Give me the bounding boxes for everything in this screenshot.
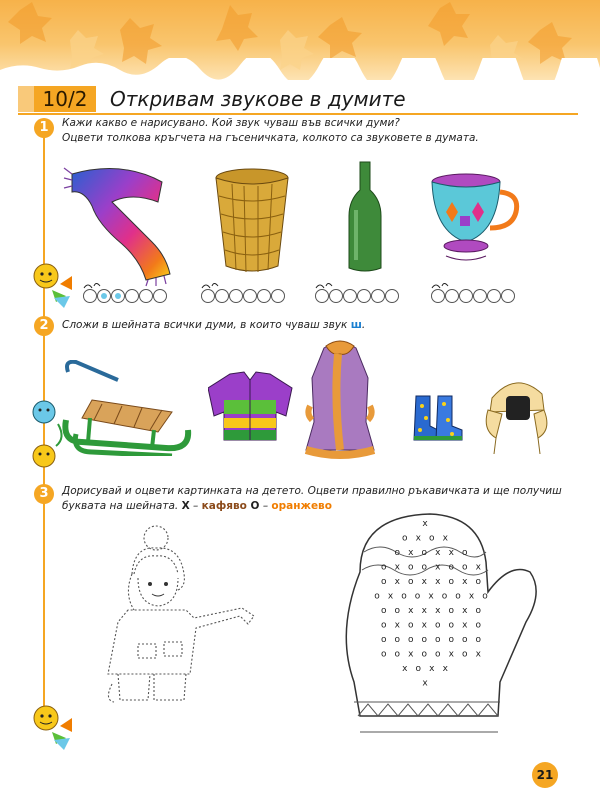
sled-picture xyxy=(62,360,194,456)
scarf-picture xyxy=(62,162,187,287)
boots-picture xyxy=(412,392,464,444)
glove-symbol-o: o xyxy=(428,533,435,544)
glove-symbol-x: x xyxy=(468,591,475,602)
glove-symbol-x: x xyxy=(462,620,468,631)
torn-paper-edge xyxy=(0,58,600,88)
glove-symbol-o: o xyxy=(394,548,401,558)
task1-line1: Кажи какво е нарисувано. Кой звук чуваш във всички думи? xyxy=(62,117,400,129)
task2-sound: ш xyxy=(350,319,362,331)
glove-symbol-o: o xyxy=(482,591,488,602)
glove-symbol-o: o xyxy=(394,606,401,616)
x-dash: – xyxy=(189,500,202,512)
glove-symbol-o: o xyxy=(414,591,421,602)
task2-instruction: Сложи в шейната всички думи, в които чуваш звук xyxy=(62,319,351,331)
glove-symbol-x: x xyxy=(435,577,441,587)
glove-symbol-x: x xyxy=(435,562,441,573)
glove-symbol-o: o xyxy=(434,649,441,660)
cup-picture xyxy=(428,172,523,262)
glove-symbol-x: x xyxy=(435,606,441,616)
caterpillar-4 xyxy=(430,282,525,304)
glove-symbol-x: x xyxy=(442,533,448,544)
glove-symbol-o: o xyxy=(394,635,401,645)
glove-symbol-x: x xyxy=(428,591,434,602)
glove-symbol-o: o xyxy=(415,664,422,674)
glove-symbol-o: o xyxy=(401,591,407,602)
glove-symbol-o: o xyxy=(441,591,448,602)
glove-symbol-x: x xyxy=(442,664,448,674)
glove-symbol-o: o xyxy=(380,562,387,573)
glove-symbol-o: o xyxy=(461,649,468,660)
title-bar xyxy=(0,86,600,114)
caterpillar-3 xyxy=(314,282,409,304)
task1-text xyxy=(62,116,479,146)
glove-symbol-x: x xyxy=(408,649,414,660)
glove-symbol-o: o xyxy=(475,635,482,645)
glove-symbol-x: x xyxy=(394,577,400,587)
caterpillar-2 xyxy=(200,282,295,304)
glove-symbol-o: o xyxy=(421,548,428,558)
mascot-icon xyxy=(30,262,80,310)
caterpillar-1 xyxy=(82,282,177,304)
task2-period: . xyxy=(361,319,366,331)
chip-tail xyxy=(18,86,34,112)
mascot-icon-bottom xyxy=(30,704,80,752)
page-title: Откривам звукове в думите xyxy=(110,87,406,111)
glove-symbol-o: o xyxy=(380,606,387,616)
glove-symbol-o: o xyxy=(407,620,414,631)
glove-symbol-x: x xyxy=(422,678,428,689)
glove-symbol-x: x xyxy=(408,606,414,616)
glove-symbol-o: o xyxy=(448,606,455,616)
glove-symbol-o: o xyxy=(407,577,414,587)
o-key: O xyxy=(246,500,260,512)
glove-symbol-o: o xyxy=(448,635,455,645)
glove-symbol-x: x xyxy=(402,664,408,674)
glove-symbol-x: x xyxy=(462,606,468,616)
glove-symbol-x: x xyxy=(415,533,421,544)
glove-symbol-o: o xyxy=(448,620,455,631)
task2-number: 2 xyxy=(34,316,54,336)
glove-symbol-x: x xyxy=(435,548,441,558)
glove-symbol-x: x xyxy=(429,664,435,674)
glove-symbol-x: x xyxy=(421,606,427,616)
glove-symbol-o: o xyxy=(461,635,468,645)
glove-symbol-o: o xyxy=(461,548,468,558)
task2-text xyxy=(62,318,365,333)
glove-symbol-o: o xyxy=(380,577,387,587)
task3-number: 3 xyxy=(34,484,54,504)
glove-symbol-o: o xyxy=(421,649,428,660)
glove-symbol-o: o xyxy=(475,620,482,631)
glove-symbol-o: o xyxy=(380,635,387,645)
o-dash: – xyxy=(259,500,272,512)
glove-symbol-o: o xyxy=(401,533,408,544)
glove-symbol-o: o xyxy=(461,562,468,573)
glove-symbol-x: x xyxy=(394,562,400,573)
glove-symbol-x: x xyxy=(462,577,468,587)
glove-symbol-o: o xyxy=(448,562,455,573)
glove-symbol-o: o xyxy=(374,591,380,602)
glove-symbol-o: o xyxy=(421,562,428,573)
glove-symbol-o: o xyxy=(380,649,387,660)
glove-symbol-o: o xyxy=(407,562,414,573)
task1-line2: Оцвети толкова кръгчета на гъсеничката, колкото са звуковете в думата. xyxy=(62,132,479,144)
mascot-pair-icon xyxy=(28,398,68,478)
glove-symbol-o: o xyxy=(475,577,482,587)
lesson-number: 10/2 xyxy=(34,86,96,112)
title-underline xyxy=(18,113,578,115)
x-color-label: кафяво xyxy=(201,500,247,512)
glove-symbol-o: o xyxy=(407,635,414,645)
page-number: 21 xyxy=(532,762,558,788)
glove-symbol-x: x xyxy=(475,562,481,573)
glove-symbol-o: o xyxy=(455,591,461,602)
glove-symbol-o: o xyxy=(421,635,428,645)
glove-symbol-o: o xyxy=(394,649,401,660)
task3-line1: Дорисувай и оцвети картинката на детето. Оцвети правилно ръкавичката и ще получиш xyxy=(62,485,562,497)
winter-hat-picture xyxy=(482,370,552,456)
x-key: X xyxy=(181,500,190,512)
glove-symbol-o: o xyxy=(448,577,455,587)
glove-symbol-x: x xyxy=(448,548,454,558)
glove-symbol-o: o xyxy=(380,620,387,631)
glove-symbol-x: x xyxy=(422,519,428,529)
glove-symbol-x: x xyxy=(394,620,400,631)
glove-symbol-x: x xyxy=(475,649,481,660)
task3-line2-prefix: буквата на шейната. xyxy=(62,500,182,512)
mitten-puzzle xyxy=(330,512,560,742)
glove-symbol-x: x xyxy=(408,548,414,558)
glove-symbol-o: o xyxy=(475,606,482,616)
basket-picture xyxy=(212,166,292,276)
child-dotted-outline xyxy=(98,524,268,724)
sweater-picture xyxy=(208,370,293,442)
task1-number: 1 xyxy=(34,118,54,138)
coat-picture xyxy=(304,338,376,460)
glove-symbol-x: x xyxy=(387,591,394,602)
o-color-label: оранжево xyxy=(271,500,332,512)
glove-symbol-x: x xyxy=(448,649,454,660)
task3-text xyxy=(62,484,562,514)
glove-symbol-o: o xyxy=(434,635,441,645)
glove-symbol-x: x xyxy=(421,620,427,631)
glove-symbol-x: x xyxy=(421,577,427,587)
glove-symbol-o: o xyxy=(434,620,441,631)
bottle-picture xyxy=(345,160,385,275)
